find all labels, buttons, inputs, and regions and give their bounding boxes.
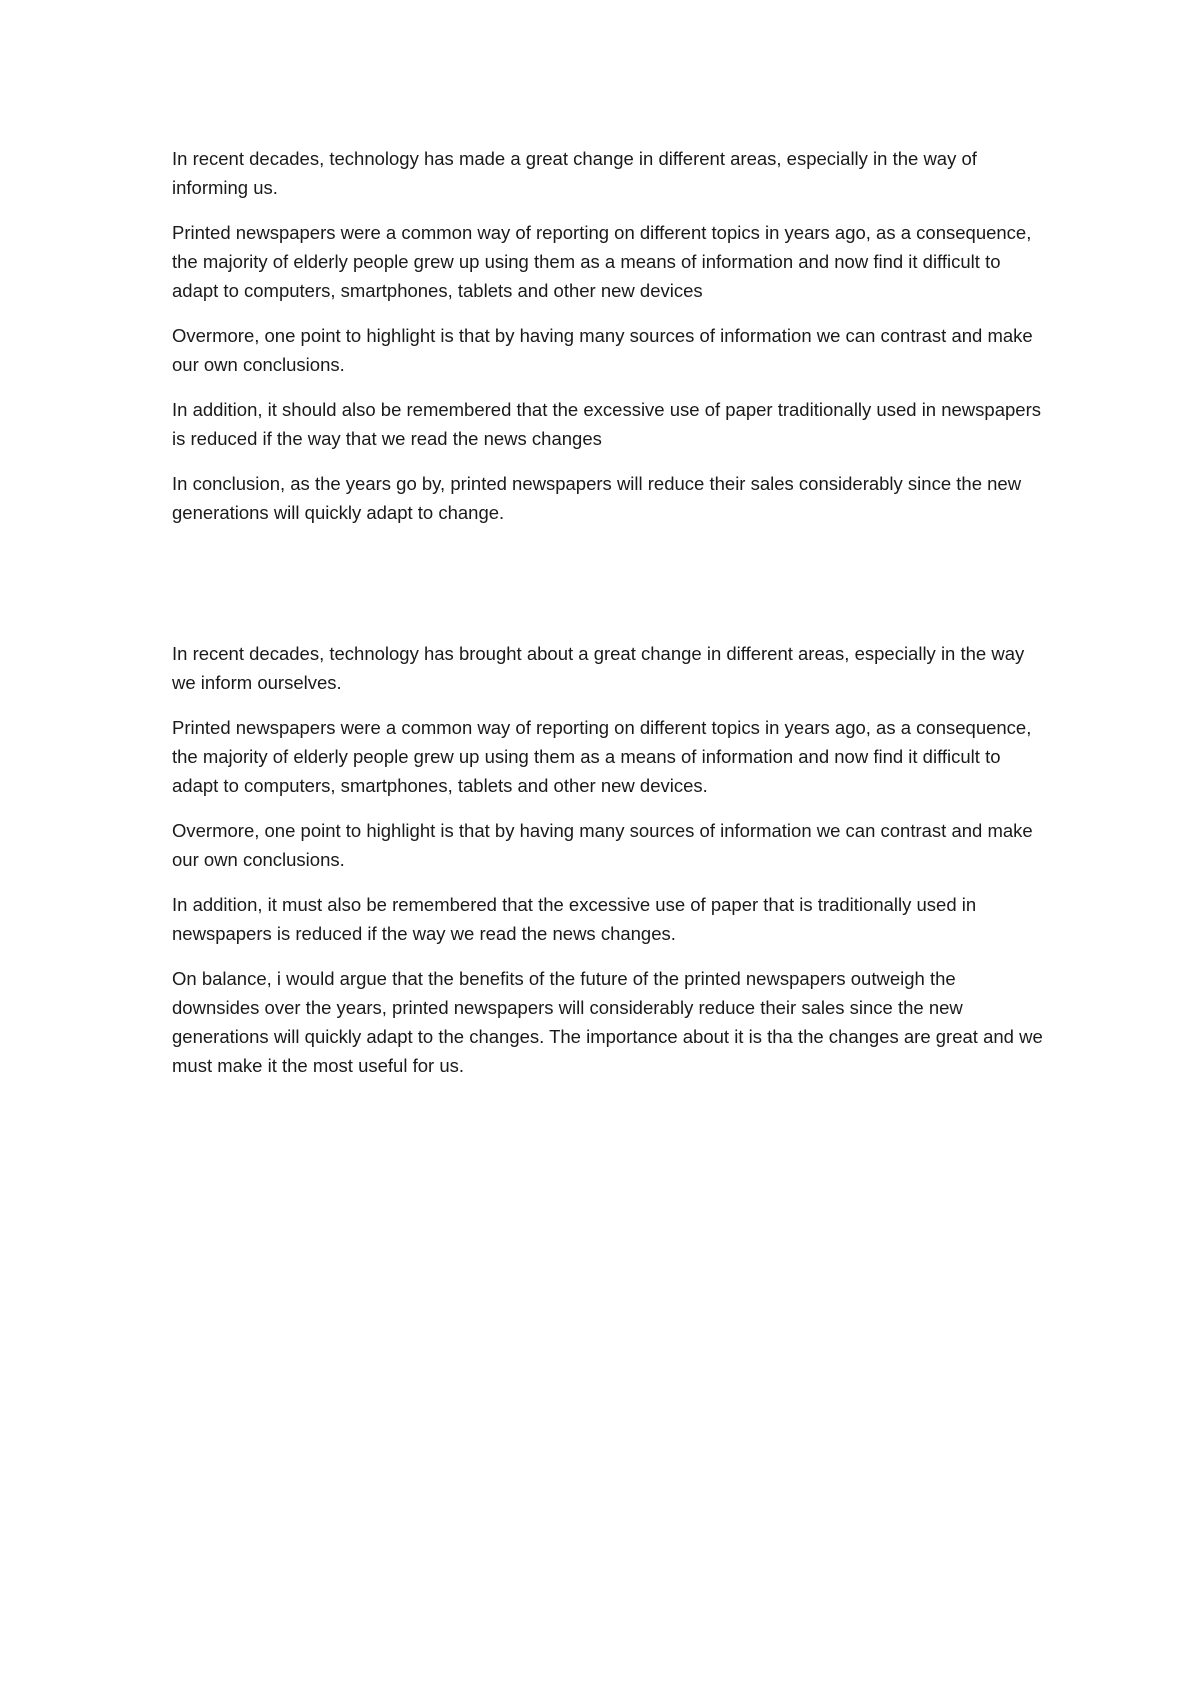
draft-2-paragraph-2: Printed newspapers were a common way of reporting on different topics in years ago, as a consequence, the majority of elderly people grew up using them as a means of information and now find it difficult to adapt to computers, smartphones, tablets and other new devices. — [172, 717, 1032, 796]
draft-1-paragraph-3: Overmore, one point to highlight is that by having many sources of information we can contrast and make our own conclusions. — [172, 325, 1033, 375]
draft-1-paragraph-4: In addition, it should also be remembered that the excessive use of paper traditionally used in newspapers is reduced if the way that we read the news changes — [172, 399, 1041, 449]
draft-2-paragraph-1: In recent decades, technology has brought about a great change in different areas, especially in the way we inform ourselves. — [172, 643, 1025, 693]
draft-2-paragraph-4: In addition, it must also be remembered that the excessive use of paper that is traditionally used in newspapers is reduced if the way we read the news changes. — [172, 894, 977, 944]
draft-1-paragraph-5: In conclusion, as the years go by, printed newspapers will reduce their sales considerably since the new generations will quickly adapt to change. — [172, 473, 1022, 523]
draft-1-paragraph-2: Printed newspapers were a common way of reporting on different topics in years ago, as a consequence, the majority of elderly people grew up using them as a means of information and now find it difficult to adapt to computers, smartphones, tablets and other new devices — [172, 222, 1032, 301]
draft-1-paragraph-1: In recent decades, technology has made a great change in different areas, especially in the way of informing us. — [172, 148, 977, 198]
draft-2-paragraph-3: Overmore, one point to highlight is that by having many sources of information we can contrast and make our own conclusions. — [172, 820, 1033, 870]
draft-2-paragraph-5: On balance, i would argue that the benefits of the future of the printed newspapers outweigh the downsides over the years, printed newspapers will considerably reduce their sales since the new generations will quickly adapt to the changes. The importance about it is tha the changes are great and we must make it the most useful for us. — [172, 968, 1043, 1076]
essay-draft-1 — [172, 144, 1047, 543]
essay-draft-2 — [172, 639, 1047, 1096]
